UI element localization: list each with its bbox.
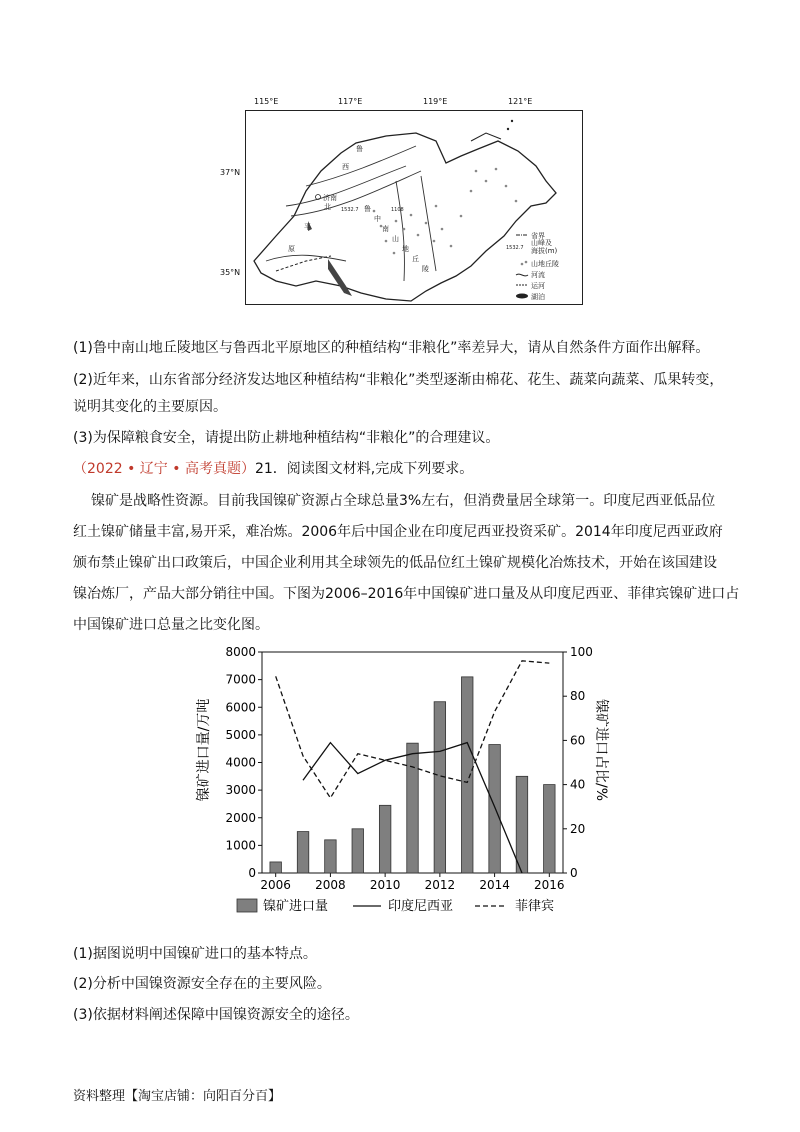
plot-area — [225, 645, 592, 892]
region-char: 鲁 — [356, 145, 363, 153]
region-char: 鲁 — [364, 205, 371, 213]
river — [396, 181, 404, 281]
region-char: 山 — [392, 235, 399, 243]
question-line: (2)分析中国镍资源安全存在的主要风险。 — [73, 976, 331, 992]
legend-sample: 1532.7 — [506, 245, 524, 251]
peak-elevation: 1108 — [391, 207, 404, 213]
y-tick-label-left: 6000 — [225, 700, 256, 715]
question-line: (1)鲁中南山地丘陵地区与鲁西北平原地区的种植结构“非粮化”率差异大，请从自然条件方面作出解释。 — [73, 340, 710, 356]
y-tick-label-left: 8000 — [225, 645, 256, 659]
ylabel-left: 镍矿进口量/万吨 — [196, 698, 212, 802]
material-line: 红土镍矿储量丰富,易开采，难冶炼。2006年后中国企业在印度尼西亚投资采矿。2014年印度尼西亚政府 — [73, 524, 723, 540]
question-line: (3)依据材料阐述保障中国镍资源安全的途径。 — [73, 1007, 359, 1023]
bar — [544, 785, 555, 873]
x-tick-label: 2006 — [260, 878, 291, 892]
y-tick-label-right: 0 — [570, 866, 578, 880]
region-char: 平 — [304, 223, 311, 231]
river — [421, 176, 436, 271]
y-tick-label-left: 2000 — [225, 810, 256, 825]
province-outline — [254, 133, 556, 301]
legend-label: 河流 — [531, 271, 545, 279]
lon-label: 121°E — [508, 97, 533, 106]
legend-label: 山地丘陵 — [531, 260, 559, 268]
source-tag: （2022 • 辽宁 • 高考真题） — [73, 461, 255, 477]
question-line: (3)为保障粮食安全，请提出防止耕地种植结构“非粮化”的合理建议。 — [73, 430, 500, 446]
bar — [407, 743, 418, 873]
legend-swatch-bar — [237, 899, 257, 912]
bar — [434, 702, 445, 873]
legend-label: 海拔(m) — [531, 247, 558, 255]
lat-label: 37°N — [220, 168, 241, 177]
y-tick-label-left: 1000 — [225, 838, 256, 853]
y-tick-label-right: 60 — [570, 733, 586, 748]
legend-label: 运河 — [531, 282, 545, 290]
footer-note: 资料整理【淘宝店铺：向阳百分百】 — [73, 1089, 282, 1104]
material-line: 中国镍矿进口总量之比变化图。 — [73, 617, 269, 633]
bar — [352, 829, 363, 873]
peak-elevation: 1532.7 — [341, 207, 359, 213]
region-char: 南 — [382, 225, 389, 233]
lon-label: 119°E — [423, 97, 448, 106]
region-char: 地 — [402, 245, 409, 253]
y-tick-label-left: 0 — [248, 866, 256, 880]
shandong-map — [246, 111, 582, 304]
material-line: 镍矿是战略性资源。目前我国镍矿资源占全球总量3%左右，但消费量居全球第一。印度尼西亚低品位 — [91, 493, 716, 509]
island — [511, 120, 513, 122]
problem-header — [73, 459, 473, 479]
legend-label: 印度尼西亚 — [388, 899, 454, 914]
lon-label: 117°E — [338, 97, 363, 106]
bar — [270, 862, 281, 873]
legend-label: 山峰及 — [531, 239, 552, 247]
question-line: (2)近年来，山东省部分经济发达地区种植结构“非粮化”类型逐渐由棉花、花生、蔬菜向蔬菜、瓜果转变， — [73, 372, 724, 388]
x-tick-label: 2016 — [534, 878, 565, 892]
chart-legend — [237, 898, 554, 914]
y-tick-label-right: 20 — [570, 821, 586, 836]
y-tick-label-left: 7000 — [225, 672, 256, 687]
island — [507, 128, 509, 130]
ylabel-right: 镍矿进口占比/% — [593, 698, 609, 802]
question-line: 说明其变化的主要原因。 — [73, 399, 227, 415]
x-tick-label: 2012 — [424, 878, 456, 892]
legend-label: 湖泊 — [531, 293, 545, 301]
y-tick-label-right: 100 — [570, 645, 593, 659]
y-tick-label-left: 3000 — [225, 783, 256, 798]
region-char: 中 — [374, 215, 381, 223]
bar — [461, 677, 472, 873]
region-char: 陵 — [422, 265, 429, 273]
region-char: 北 — [324, 203, 331, 211]
y-tick-label-right: 40 — [570, 777, 586, 792]
legend-label: 镍矿进口量 — [263, 899, 329, 914]
material-line: 镍冶炼厂，产品大部分销往中国。下图为2006–2016年中国镍矿进口量及从印度尼西亚、菲律宾镍矿进口占 — [73, 586, 740, 602]
x-tick-label: 2014 — [479, 878, 510, 892]
nickel-import-chart — [185, 640, 609, 925]
region-char: 丘 — [412, 255, 419, 263]
legend-label: 菲律宾 — [515, 899, 555, 914]
y-tick-label-right: 80 — [570, 689, 586, 704]
river — [266, 255, 346, 261]
lon-label: 115°E — [254, 97, 279, 106]
region-char: 西 — [342, 163, 349, 171]
city-label-jinan: 济南 — [323, 194, 337, 202]
x-tick-label: 2008 — [315, 878, 346, 892]
coast-piece — [471, 133, 501, 141]
canal — [276, 256, 331, 271]
map-legend — [506, 231, 559, 301]
map-frame — [245, 110, 583, 305]
region-char: 原 — [288, 245, 295, 253]
bar — [516, 776, 527, 873]
x-tick-label: 2010 — [369, 878, 401, 892]
y-tick-label-left: 5000 — [225, 727, 256, 742]
problem-intro: 21．阅读图文材料,完成下列要求。 — [254, 461, 474, 477]
lake — [328, 259, 352, 296]
material-line: 颁布禁止镍矿出口政策后，中国企业利用其全球领先的低品位红土镍矿规模化冶炼技术，开始在该国建设 — [73, 555, 717, 571]
bar — [379, 805, 390, 873]
lat-label: 35°N — [220, 268, 241, 277]
bar — [297, 832, 308, 873]
bar — [489, 745, 500, 873]
question-line: (1)据图说明中国镍矿进口的基本特点。 — [73, 946, 317, 962]
y-tick-label-left: 4000 — [225, 755, 256, 770]
bar — [325, 840, 336, 873]
legend-label: 省界 — [531, 232, 545, 240]
